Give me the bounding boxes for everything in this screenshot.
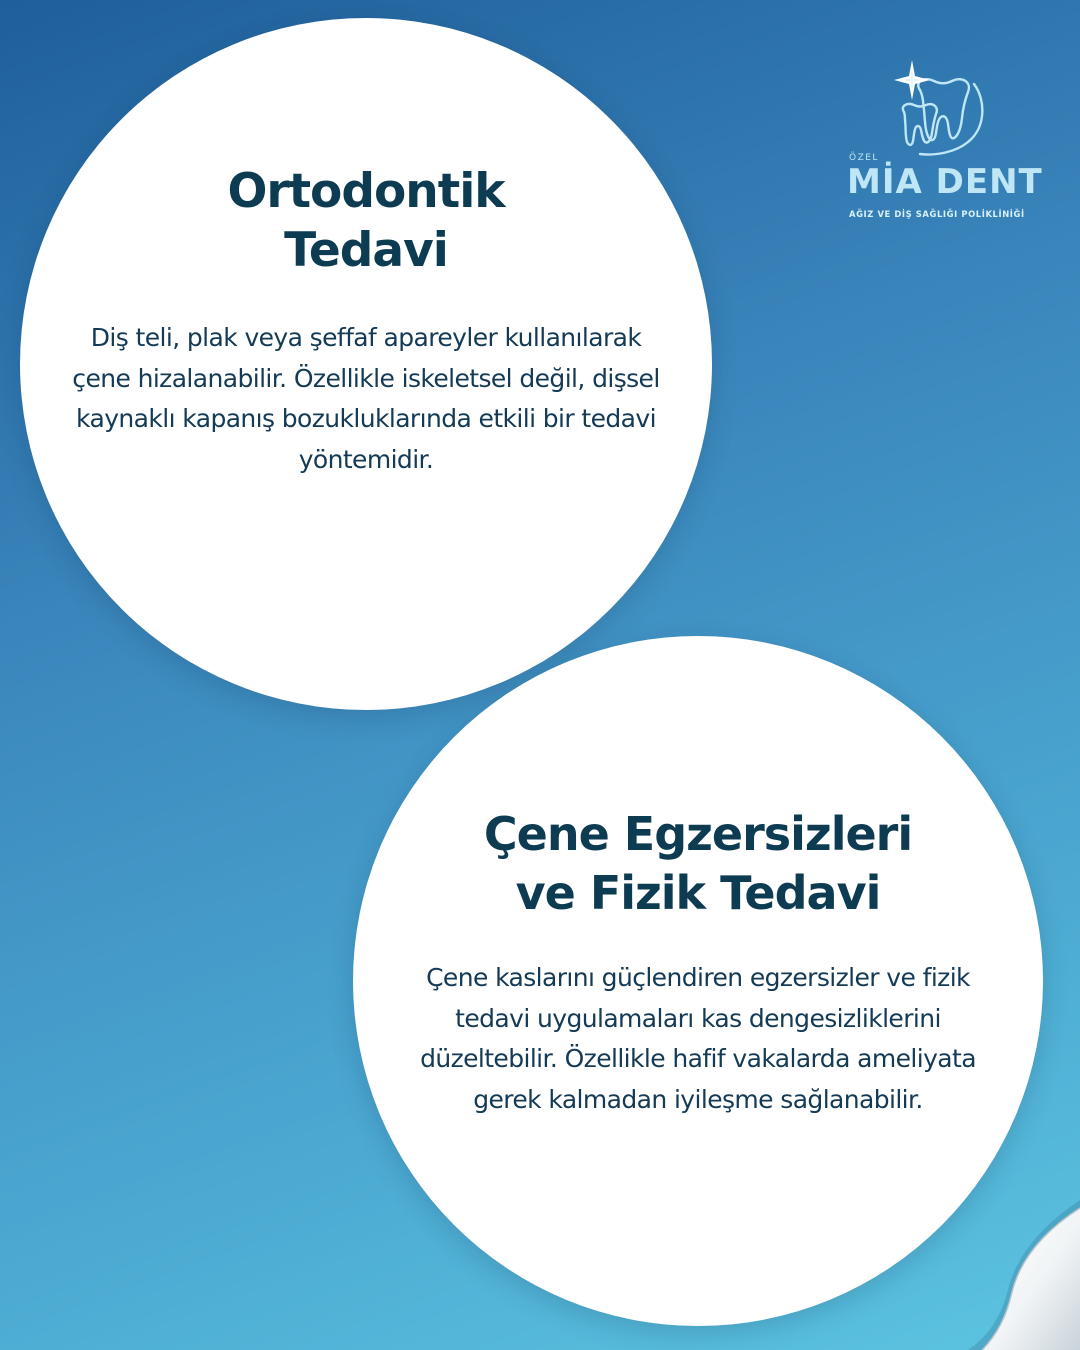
page-curl-icon [968,1200,1080,1350]
body-line: çene hizalanabilir. Özellikle iskeletsel değil, dişsel [72,363,660,393]
brand-tagline: AĞIZ VE DİŞ SAĞLIĞI POLİKLİNİĞİ [849,209,1025,219]
title-line: Çene Egzersizleri [483,807,913,861]
brand-logo [840,60,1043,230]
body-line: yöntemidir. [298,444,434,474]
brand-prefix: ÖZEL [849,153,879,163]
sparkle-icon [894,60,930,100]
section-body-exercises [365,958,1031,1120]
body-line: kaynaklı kapanış bozukluklarında etkili bir tedavi [76,404,656,433]
body-line: Çene kaslarını güçlendiren egzersizler ve fizik [426,963,970,992]
body-line: Diş teli, plak veya şeffaf apareyler kullanılarak [90,323,642,352]
section-title-orthodontic [20,162,712,280]
body-line: düzeltebilir. Özellikle hafif vakalarda ameliyata [420,1044,976,1073]
section-body-orthodontic [30,318,702,480]
tooth-logo-icon [890,60,1000,160]
body-line: gerek kalmadan iyileşme sağlanabilir. [473,1084,923,1114]
title-line: ve Fizik Tedavi [515,866,881,920]
body-line: tedavi uygulamaları kas dengesizliklerini [455,1003,941,1033]
brand-name: MİA DENT [847,162,1043,202]
section-title-exercises [353,805,1043,923]
title-line: Tedavi [284,223,448,278]
title-line: Ortodontik [227,164,505,219]
